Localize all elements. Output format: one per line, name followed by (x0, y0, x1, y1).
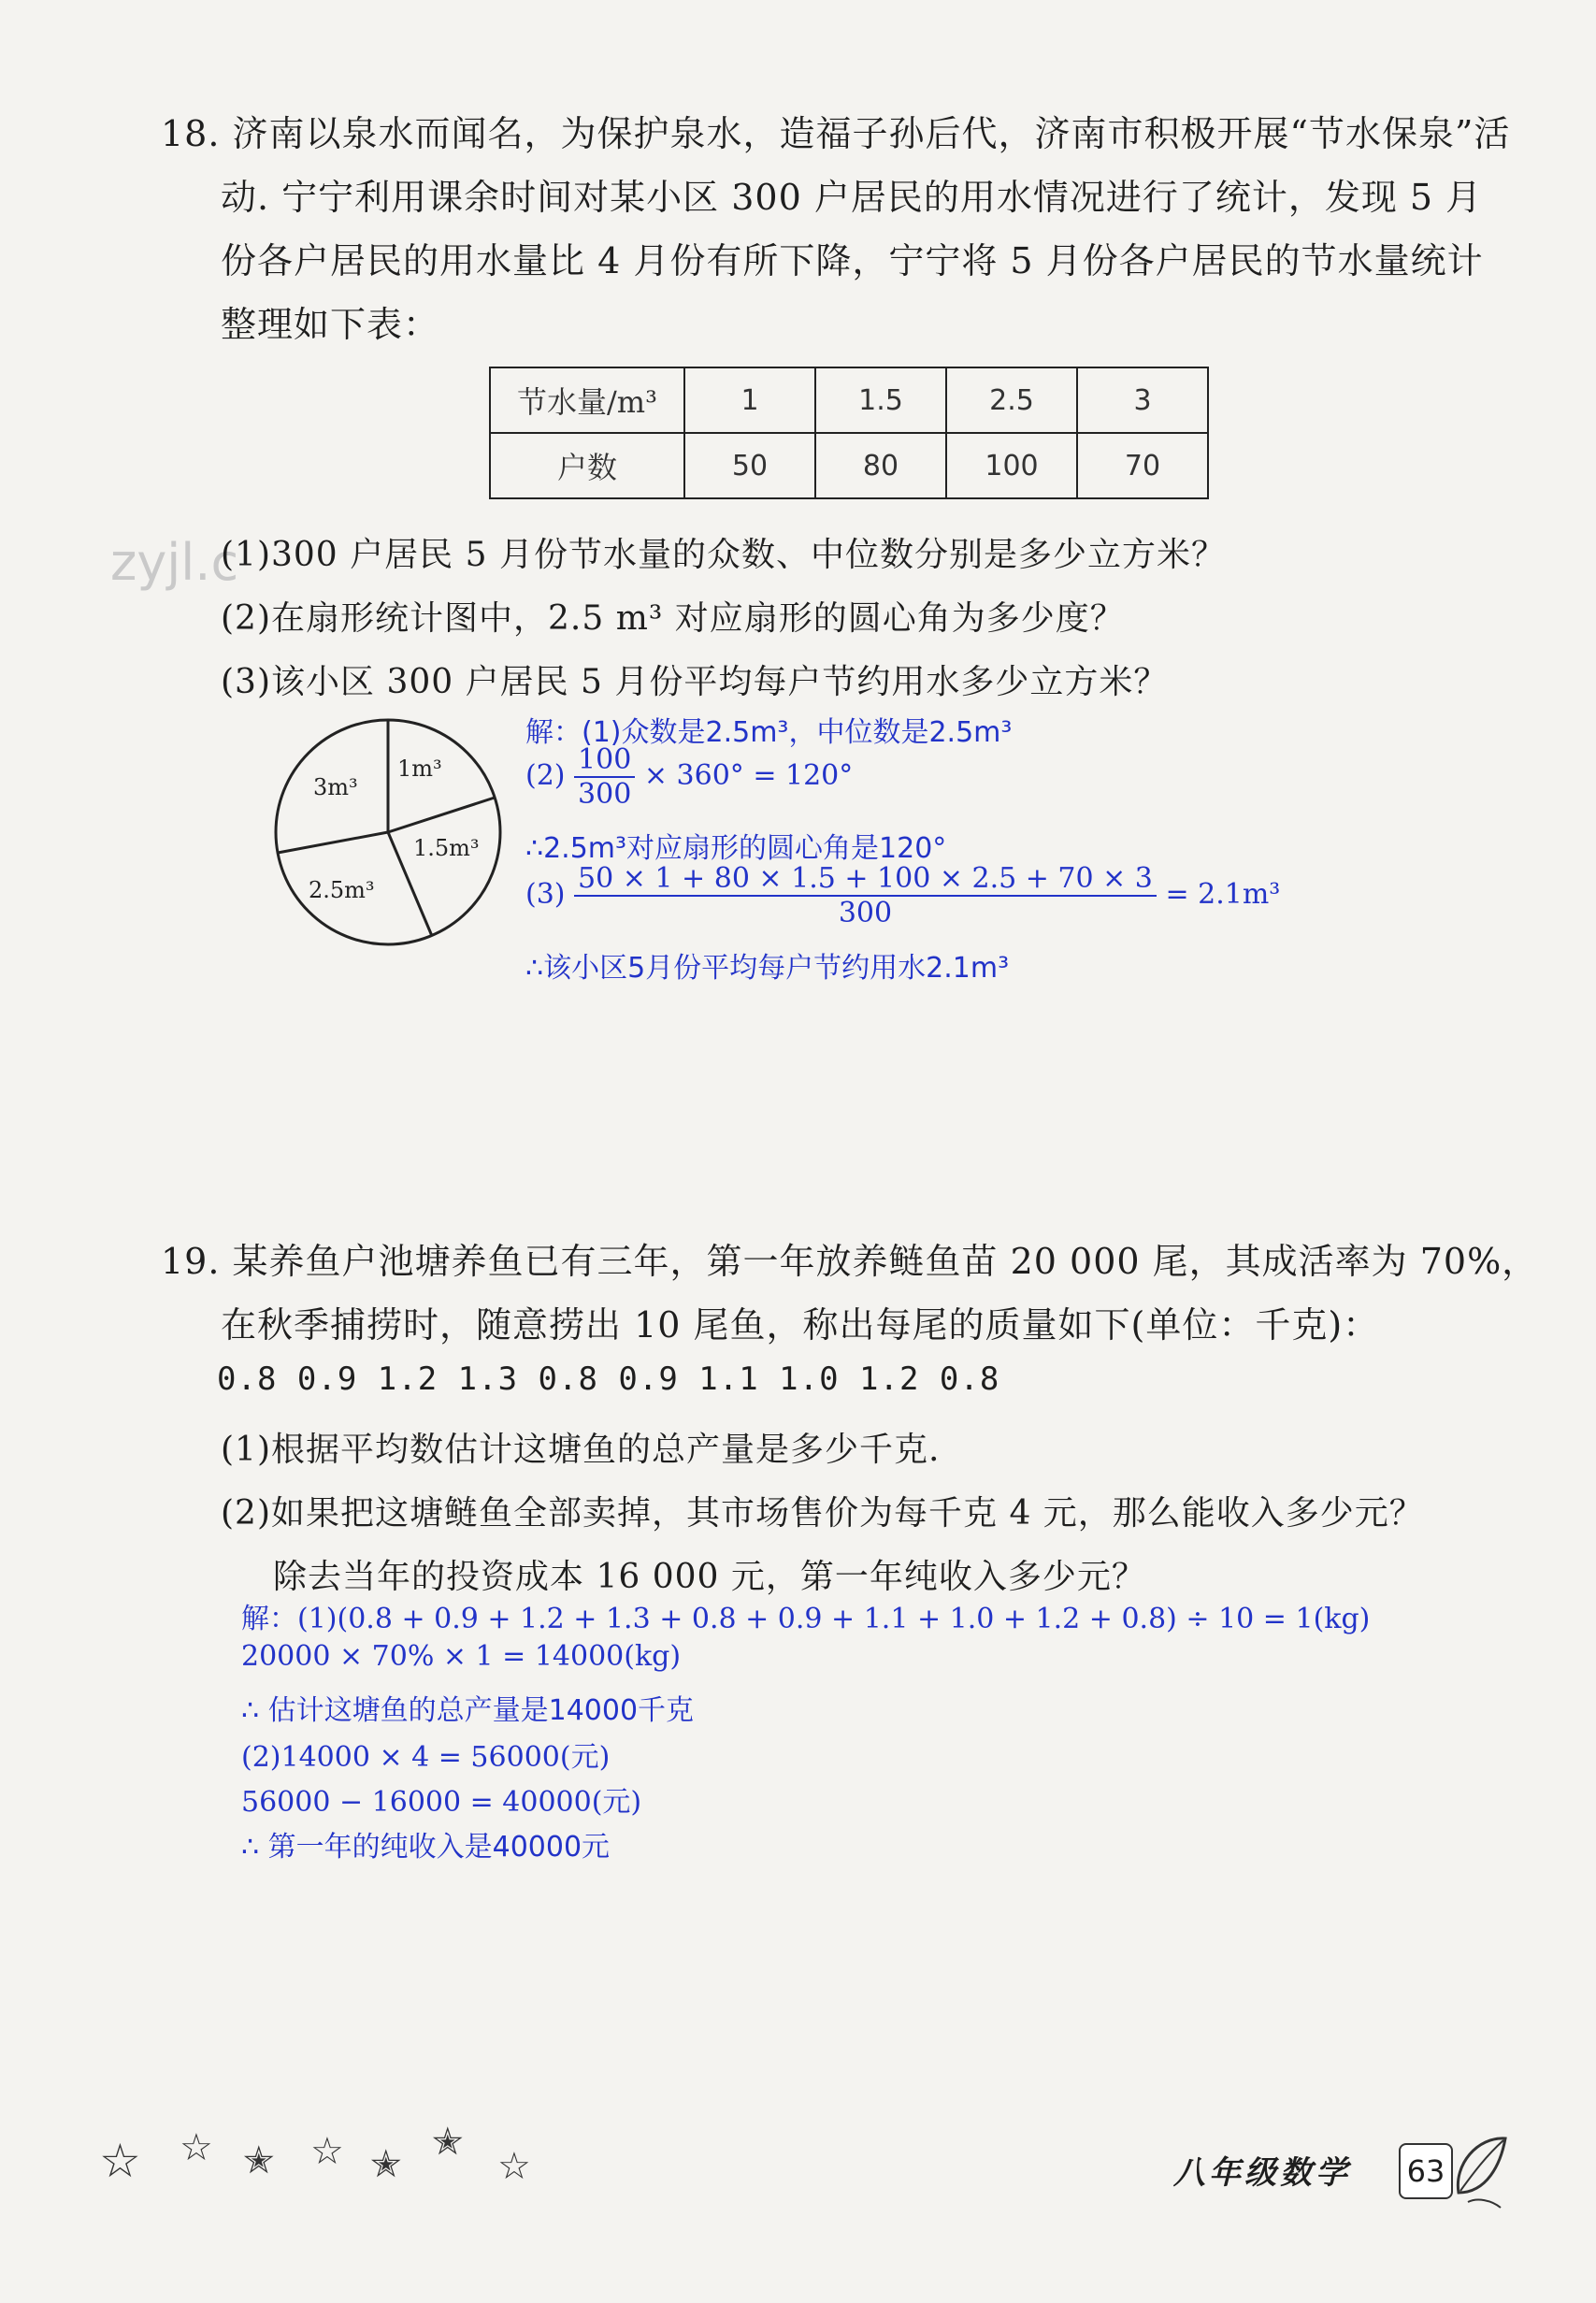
watermark: zyjl.c (110, 533, 239, 592)
q18-line2: 动. 宁宁利用课余时间对某小区 300 户居民的用水情况进行了统计，发现 5 月 (221, 177, 1483, 218)
table-cell: 2.5 (946, 367, 1077, 433)
q18-answer-2-conclusion: ∴2.5m³对应扇形的圆心角是120° (525, 832, 947, 865)
table-header-amount: 节水量/m³ (490, 367, 684, 433)
q18-answer-3-conclusion: ∴该小区5月份平均每户节约用水2.1m³ (525, 952, 1010, 985)
q18-sub1: (1)300 户居民 5 月份节水量的众数、中位数分别是多少立方米？ (221, 536, 1226, 574)
pie-label: 1.5m³ (413, 835, 480, 861)
fraction-denominator: 300 (838, 897, 893, 929)
fraction-numerator: 50 × 1 + 80 × 1.5 + 100 × 2.5 + 70 × 3 (574, 862, 1157, 897)
q18-answer-1: 解：(1)众数是2.5m³，中位数是2.5m³ (525, 716, 1013, 749)
q18-sub2: (2)在扇形统计图中，2.5 m³ 对应扇形的圆心角为多少度？ (221, 599, 1125, 638)
q19-line2: 在秋季捕捞时，随意捞出 10 尾鱼，称出每尾的质量如下(单位：千克)： (221, 1304, 1380, 1346)
pie-label: 2.5m³ (309, 877, 375, 903)
table-cell: 80 (815, 433, 946, 498)
table-cell: 50 (684, 433, 815, 498)
star-outline-icon: ☆ (497, 2145, 531, 2188)
star-icon: ✭ (370, 2143, 402, 2186)
q19-answer-2: 20000 × 70% × 1 = 14000(kg) (241, 1640, 682, 1673)
star-icon: ✭ (243, 2139, 275, 2182)
star-outline-icon: ☆ (310, 2130, 344, 2173)
pie-label: 1m³ (397, 756, 442, 782)
q19-answer-3: ∴ 估计这塘鱼的总产量是14000千克 (241, 1694, 695, 1727)
pie-label: 3m³ (313, 774, 358, 800)
q18-line3: 份各户居民的用水量比 4 月份有所下降，宁宁将 5 月份各户居民的节水量统计 (221, 240, 1484, 281)
table-row (490, 433, 1208, 498)
table-row (490, 367, 1208, 433)
q19-line1: 19. 某养鱼户池塘养鱼已有三年，第一年放养鲢鱼苗 20 000 尾，其成活率为 70%， (161, 1241, 1539, 1282)
pie-chart (271, 715, 505, 949)
table-cell: 1.5 (815, 367, 946, 433)
q19-weights: 0.8 0.9 1.2 1.3 0.8 0.9 1.1 1.0 1.2 0.8 (217, 1360, 1000, 1398)
water-saving-table (489, 367, 1209, 499)
leaf-icon (1449, 2127, 1515, 2211)
answer-prefix: (3) (525, 878, 566, 911)
table-cell: 70 (1077, 433, 1208, 498)
answer-rest: × 360° = 120° (643, 759, 854, 792)
q18-answer-3 (525, 862, 1280, 929)
fraction-denominator: 300 (578, 778, 632, 811)
q18-sub3: (3)该小区 300 户居民 5 月份平均每户节约用水多少立方米？ (221, 663, 1169, 701)
q18-line1: 18. 济南以泉水而闻名，为保护泉水，造福子孙后代，济南市积极开展“节水保泉”活 (161, 113, 1511, 154)
q19-answer-5: 56000 − 16000 = 40000(元) (241, 1786, 642, 1819)
fraction (574, 862, 1157, 929)
q19-answer-4: (2)14000 × 4 = 56000(元) (241, 1741, 611, 1774)
q18-answer-2 (525, 743, 853, 811)
table-cell: 1 (684, 367, 815, 433)
book-title: 八年级数学 (1173, 2154, 1351, 2192)
q19-answer-1: 解：(1)(0.8 + 0.9 + 1.2 + 1.3 + 0.8 + 0.9 + 1.1 + 1.0 + 1.2 + 0.8) ÷ 10 = 1(kg) (241, 1603, 1371, 1635)
answer-prefix: (2) (525, 759, 566, 792)
q19-sub1: (1)根据平均数估计这塘鱼的总产量是多少千克. (221, 1431, 941, 1469)
q19-answer-6: ∴ 第一年的纯收入是40000元 (241, 1831, 611, 1864)
answer-rest: = 2.1m³ (1165, 878, 1281, 911)
pie-divider (388, 798, 495, 832)
star-icon: ✭ (432, 2121, 464, 2164)
table-cell: 3 (1077, 367, 1208, 433)
q19-sub2b: 除去当年的投资成本 16 000 元，第一年纯收入多少元？ (273, 1558, 1146, 1596)
fraction-numerator: 100 (574, 743, 635, 778)
star-outline-icon: ☆ (180, 2126, 213, 2169)
q19-sub2: (2)如果把这塘鲢鱼全部卖掉，其市场售价为每千克 4 元，那么能收入多少元？ (221, 1494, 1424, 1533)
q18-line4: 整理如下表： (221, 304, 440, 345)
star-outline-icon: ☆ (99, 2134, 141, 2188)
table-header-households: 户数 (490, 433, 684, 498)
fraction (574, 743, 635, 811)
page-number: 63 (1399, 2143, 1453, 2199)
pie-divider (278, 832, 388, 853)
table-cell: 100 (946, 433, 1077, 498)
